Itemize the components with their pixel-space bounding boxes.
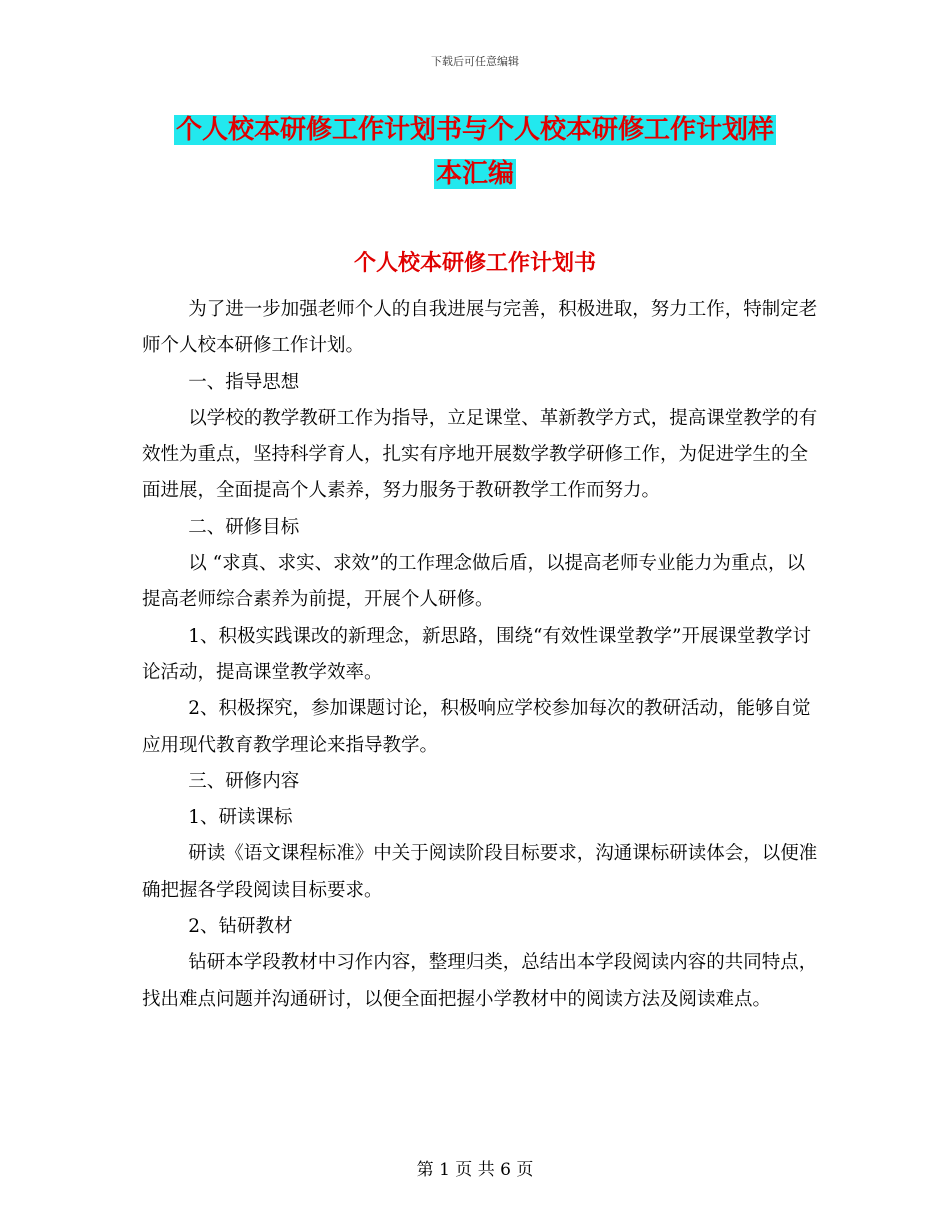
title-line-2: 本汇编 (435, 159, 514, 189)
paragraph: 2、积极探究，参加课题讨论，积极响应学校参加每次的教研活动，能够自觉应用现代教育教学理论来指导教学。 (142, 698, 811, 756)
paragraph: 钻研本学段教材中习作内容，整理归类，总结出本学段阅读内容的共同特点，找出难点问题并沟通研讨，以便全面把握小学教材中的阅读方法及阅读难点。 (142, 952, 818, 1010)
page-footer: 第 1 页 共 6 页 (416, 1160, 534, 1180)
document-body (142, 292, 822, 1018)
subheading: 2、钻研教材 (188, 916, 293, 938)
paragraph: 以学校的教学教研工作为指导，立足课堂、革新教学方式，提高课堂教学的有效性为重点，坚持科学育人，扎实有序地开展数学教学研修工作，为促进学生的全面进展，全面提高个人素养，努力服务于教研教学工作而努力。 (142, 407, 818, 502)
title-line-1: 个人校本研修工作计划书与个人校本研修工作计划样 (175, 115, 774, 145)
page-header-note: 下载后可任意编辑 (431, 55, 519, 68)
document-title (120, 108, 830, 196)
paragraph: 1、积极实践课改的新理念，新思路，围绕“有效性课堂教学”开展课堂教学讨论活动，提高课堂教学效率。 (142, 625, 811, 683)
heading-guiding-ideology: 一、指导思想 (188, 371, 300, 393)
paragraph: 为了进一步加强老师个人的自我进展与完善，积极进取，努力工作，特制定老师个人校本研修工作计划。 (142, 299, 818, 357)
paragraph: 以 “求真、求实、求效”的工作理念做后盾，以提高老师专业能力为重点，以提高老师综合素养为前提，开展个人研修。 (142, 553, 806, 611)
heading-study-goals: 二、研修目标 (188, 516, 300, 538)
subheading: 1、研读课标 (188, 807, 293, 829)
paragraph: 研读《语文课程标准》中关于阅读阶段目标要求，沟通课标研读体会，以便准确把握各学段阅读目标要求。 (142, 843, 818, 901)
section-title: 个人校本研修工作计划书 (353, 250, 596, 276)
heading-study-content: 三、研修内容 (188, 770, 300, 792)
